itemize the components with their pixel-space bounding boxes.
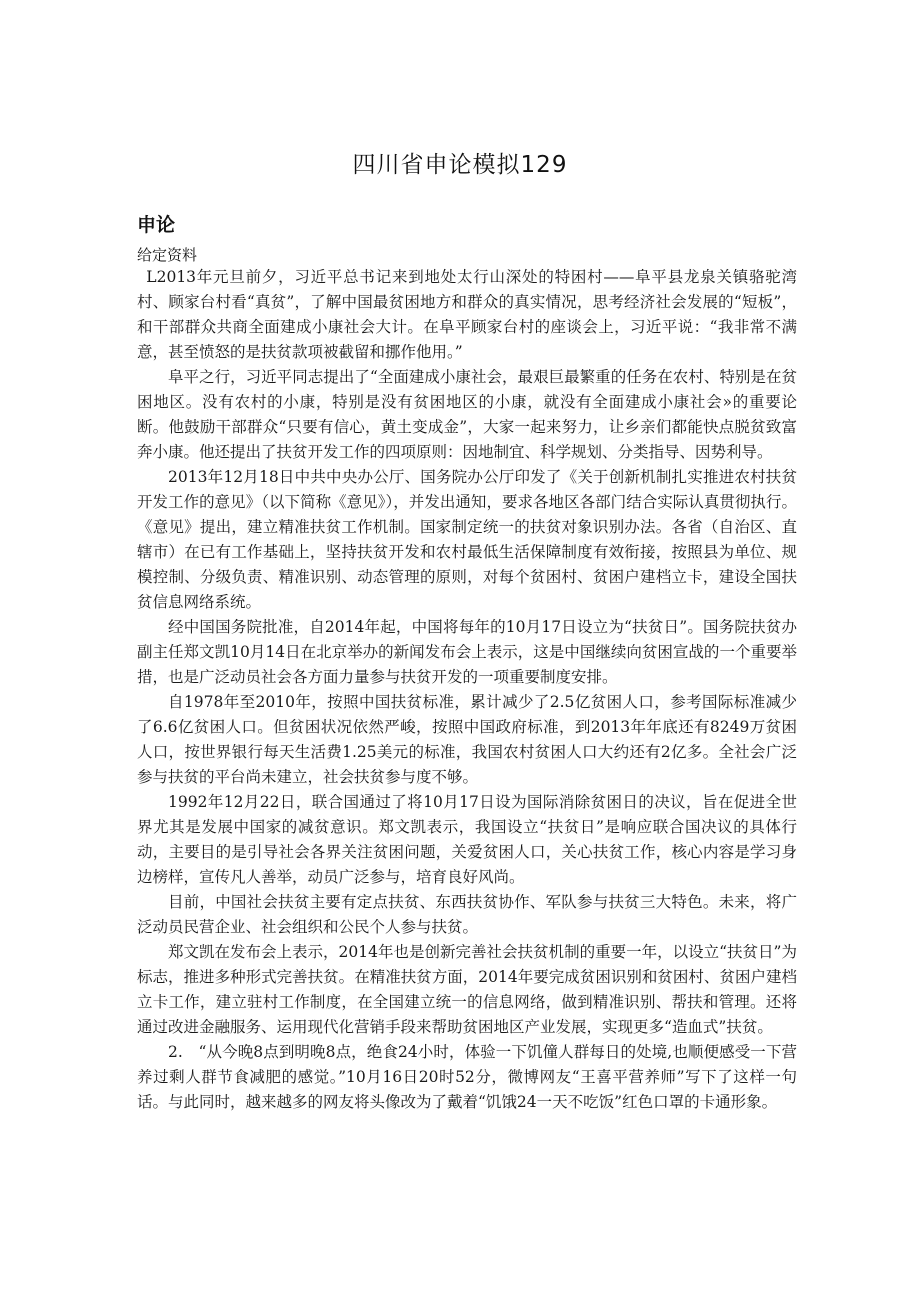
- paragraph: 1992年12月22日，联合国通过了将10月17日设为国际消除贫困日的决议，旨在促进全世界尤其是发展中国家的减贫意识。郑文凯表示，我国设立“扶贫日”是响应联合国决议的具体行动，主要目的是引导社会各界关注贫困问题，关爱贫困人口，关心扶贫工作，核心内容是学习身边榜样，宣传凡人善举，动员广泛参与，培育良好风尚。: [137, 793, 797, 886]
- paragraph: 目前，中国社会扶贫主要有定点扶贫、东西扶贫协作、军队参与扶贫三大特色。未来，将广泛动员民营企业、社会组织和公民个人参与扶贫。: [137, 893, 797, 936]
- section-heading: 申论: [137, 214, 176, 236]
- paragraph: 郑文凯在发布会上表示，2014年也是创新完善社会扶贫机制的重要一年，以设立“扶贫日”为标志，推进多种形式完善扶贫。在精准扶贫方面，2014年要完成贫困识别和贫困村、贫困户建档立卡工作，建立驻村工作制度，在全国建立统一的信息网络，做到精准识别、帮扶和管理。还将通过改进金融服务、运用现代化营销手段来帮助贫困地区产业发展，实现更多“造血式”扶贫。: [137, 943, 797, 1036]
- document-body: [137, 265, 797, 1115]
- paragraph: L2013年元旦前夕，习近平总书记来到地处太行山深处的特困村——阜平县龙泉关镇骆驼湾村、顾家台村看“真贫”，了解中国最贫困地方和群众的真实情况，思考经济社会发展的“短板”，和干部群众共商全面建成小康社会大计。在阜平顾家台村的座谈会上，习近平说：“我非常不满意，甚至愤怒的是扶贫款项被截留和挪作他用。”: [137, 268, 797, 361]
- paragraph: 2. “从今晚8点到明晚8点，绝食24小时，体验一下饥僮人群每日的处境,也顺便感受一下营养过剩人群节食减肥的感觉。”10月16日20时52分，微博网友“王喜平营养师”写下了这样一句话。与此同时，越来越多的网友将头像改为了戴着“饥饿24一天不吃饭”红色口罩的卡通形象。: [137, 1043, 797, 1111]
- paragraph: 经中国国务院批准，自2014年起，中国将每年的10月17日设立为“扶贫日”。国务院扶贫办副主任郑文凯10月14日在北京举办的新闻发布会上表示，这是中国继续向贫困宣战的一个重要举措，也是广泛动员社会各方面力量参与扶贫开发的一项重要制度安排。: [137, 618, 797, 686]
- paragraph: 自1978年至2010年，按照中国扶贫标准，累计减少了2.5亿贫困人口，参考国际标准减少了6.6亿贫困人口。但贫困状况依然严峻，按照中国政府标准，到2013年年底还有8249万贫困人口，按世界银行每天生活费1.25美元的标准，我国农村贫困人口大约还有2亿多。全社会广泛参与扶贫的平台尚未建立，社会扶贫参与度不够。: [137, 693, 797, 786]
- paragraph: 阜平之行，习近平同志提出了“全面建成小康社会，最艰巨最繁重的任务在农村、特别是在贫困地区。没有农村的小康，特别是没有贫困地区的小康，就没有全面建成小康社会»的重要论断。他鼓励干部群众“只要有信心，黄土变成金”，大家一起来努力，让乡亲们都能快点脱贫致富奔小康。他还提出了扶贫开发工作的四项原则：因地制宜、科学规划、分类指导、因势利导。: [137, 368, 797, 461]
- paragraph: 2013年12月18日中共中央办公厅、国务院办公厅印发了《关于创新机制扎实推进农村扶贫开发工作的意见》（以下简称《意见》），并发出通知，要求各地区各部门结合实际认真贯彻执行。《意见》提出，建立精准扶贫工作机制。国家制定统一的扶贫对象识别办法。各省（自治区、直辖市）在已有工作基础上，坚持扶贫开发和农村最低生活保障制度有效衔接，按照县为单位、规模控制、分级负责、精准识别、动态管理的原则，对每个贫困村、贫困户建档立卡，建设全国扶贫信息网络系统。: [137, 468, 797, 611]
- subsection-heading: 给定资料: [137, 246, 198, 264]
- document-title: 四川省申论模拟129: [352, 152, 568, 178]
